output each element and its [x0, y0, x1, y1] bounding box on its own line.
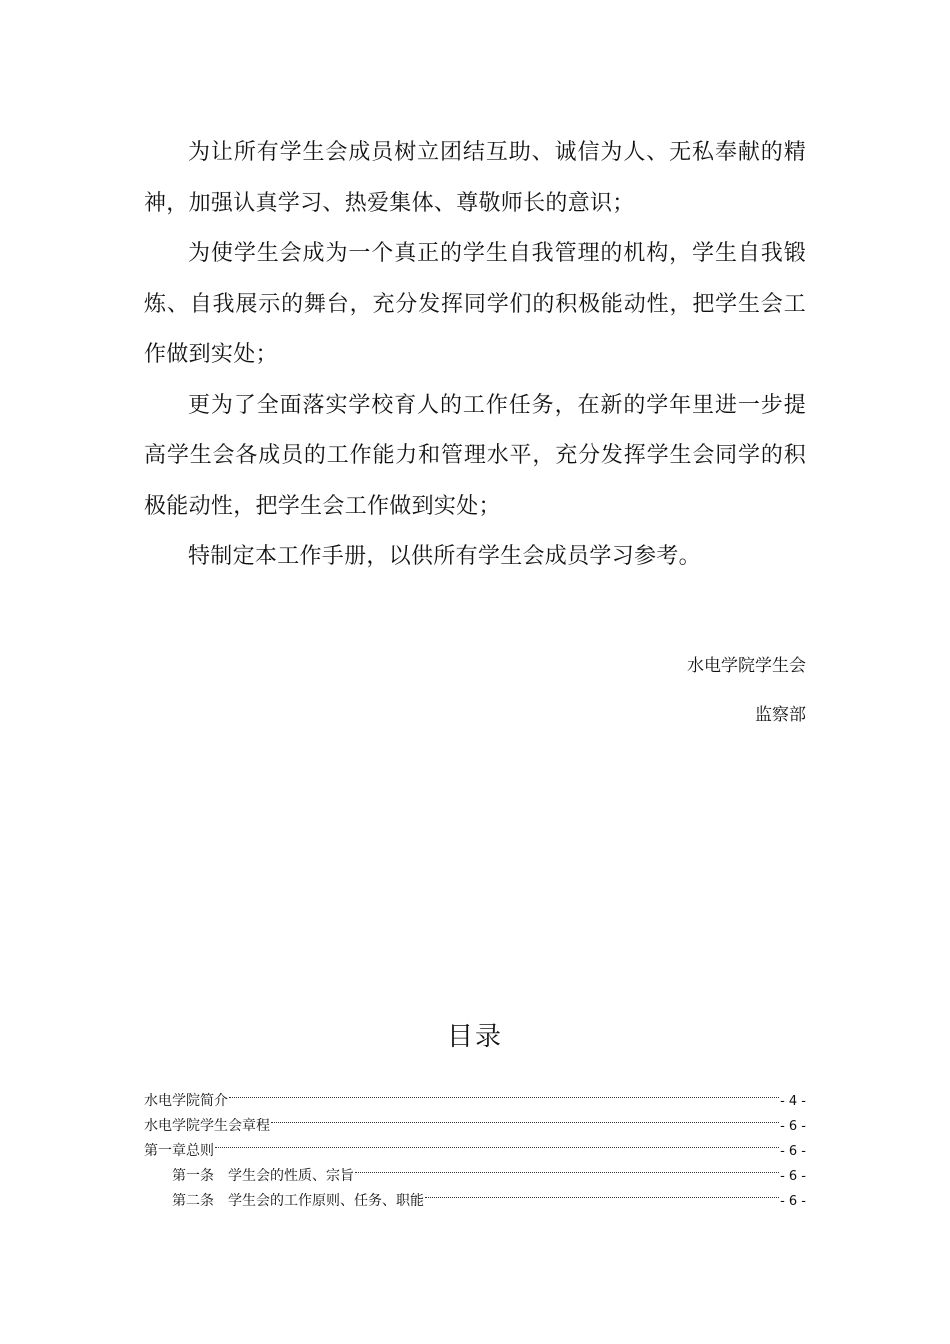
toc-leader-dots — [425, 1180, 779, 1205]
toc-entry-page: - 6 - — [780, 1194, 806, 1209]
preface-paragraph-4: 特制定本工作手册，以供所有学生会成员学习参考。 — [188, 544, 701, 569]
signature-organization: 水电学院学生会 — [687, 656, 806, 676]
toc-entry-page: - 6 - — [780, 1169, 806, 1184]
preface-paragraph-2: 为使学生会成为一个真正的学生自我管理的机构，学生自我锻炼、自我展示的舞台，充分发挥同学们的积极能动性，把学生会工作做到实处； — [144, 241, 806, 367]
toc-entry[interactable] — [144, 1130, 806, 1159]
table-of-contents — [144, 1080, 806, 1209]
toc-leader-dots — [215, 1130, 779, 1155]
toc-entry-page: - 4 - — [780, 1094, 806, 1109]
signature-block — [687, 642, 806, 740]
toc-leader-dots — [229, 1080, 779, 1105]
toc-entry-title: 第一章总则 — [144, 1143, 214, 1159]
toc-entry[interactable] — [144, 1155, 806, 1184]
toc-entry-title: 水电学院学生会章程 — [144, 1118, 270, 1134]
toc-entry-title: 水电学院简介 — [144, 1093, 228, 1109]
toc-entry[interactable] — [144, 1105, 806, 1134]
toc-title: 目录 — [446, 1022, 503, 1052]
toc-leader-dots — [355, 1155, 779, 1180]
toc-entry-page: - 6 - — [780, 1119, 806, 1134]
toc-leader-dots — [271, 1105, 779, 1130]
toc-entry-title: 学生会的工作原则、任务、职能 — [228, 1193, 424, 1209]
preface-paragraph-3: 更为了全面落实学校育人的工作任务，在新的学年里进一步提高学生会各成员的工作能力和管理水平，充分发挥学生会同学的积极能动性，把学生会工作做到实处； — [144, 392, 806, 519]
toc-entry-number: 第二条 — [172, 1193, 214, 1209]
preface-body — [144, 128, 806, 583]
toc-entry-number: 第一条 — [172, 1168, 214, 1184]
toc-entry-page: - 6 - — [780, 1144, 806, 1159]
signature-department: 监察部 — [755, 705, 806, 725]
toc-entry[interactable] — [144, 1080, 806, 1109]
toc-entry-title: 学生会的性质、宗旨 — [228, 1168, 354, 1184]
preface-paragraph-1: 为让所有学生会成员树立团结互助、诚信为人、无私奉献的精神，加强认真学习、热爱集体、尊敬师长的意识； — [144, 140, 806, 216]
